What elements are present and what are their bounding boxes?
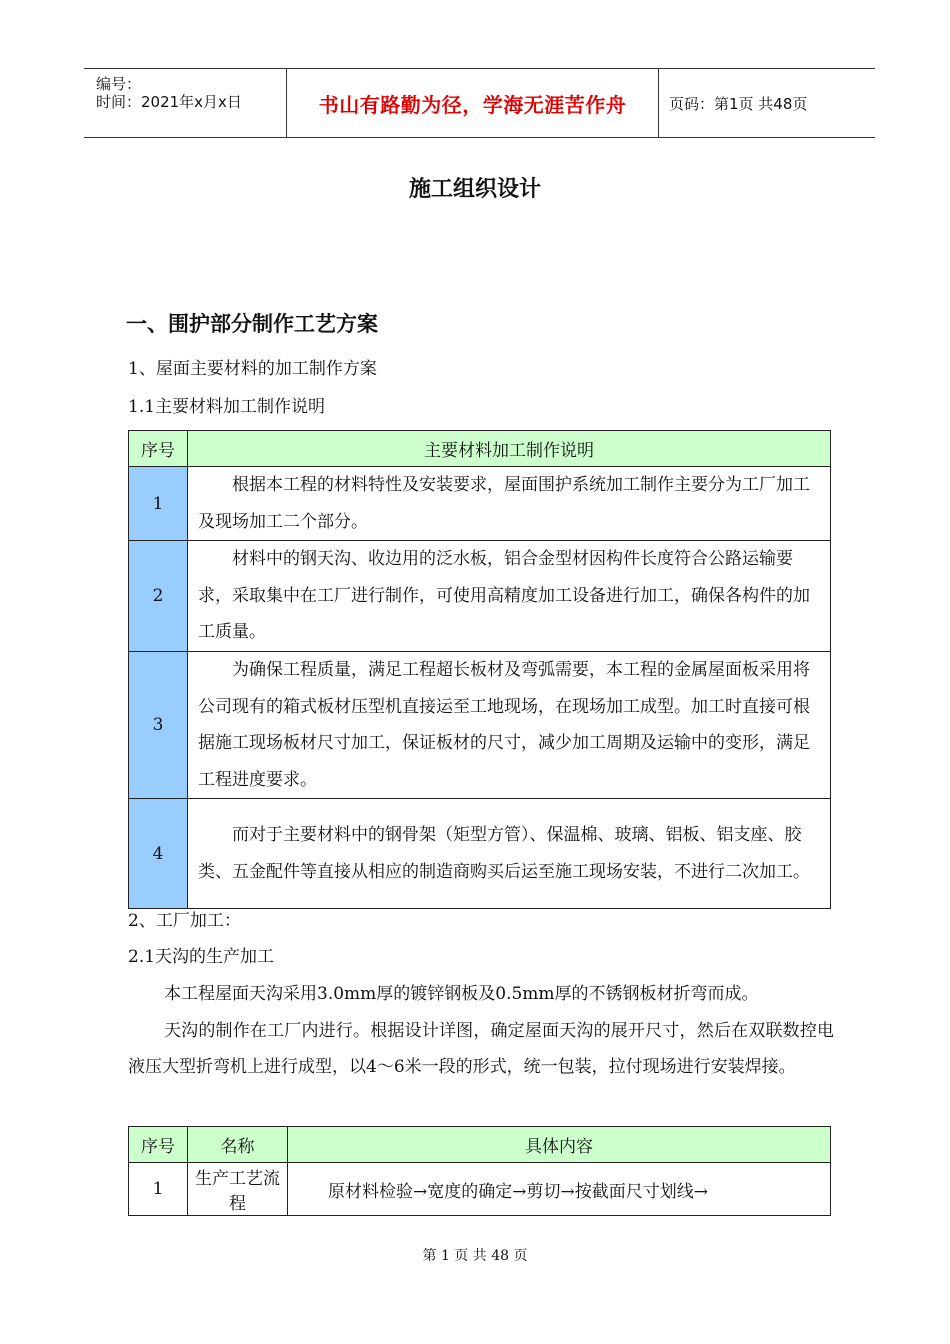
slogan: 书山有路勤为径，学海无涯苦作舟: [318, 92, 627, 117]
page-header: [84, 68, 875, 138]
document-title: 施工组织设计: [408, 177, 541, 202]
paragraph-1: 1、屋面主要材料的加工制作方案: [128, 359, 377, 379]
row-num: 2: [129, 541, 188, 652]
header-cell-content: 具体内容: [288, 1127, 831, 1163]
table-row: [129, 1163, 831, 1216]
header-page-cell: [659, 69, 875, 137]
row-name: 生产工艺流程: [188, 1163, 288, 1216]
materials-table: [128, 430, 831, 909]
row-text: 为确保工程质量，满足工程超长板材及弯弧需要，本工程的金属屋面板采用将公司现有的箱式板材压型机直接运至工地现场，在现场加工成型。加工时直接可根据施工现场板材尺寸加工，保证板材的尺寸，减少加工周期及运输中的变形，满足工程进度要求。: [188, 651, 831, 798]
page-footer: 第 1 页 共 48 页: [422, 1248, 528, 1264]
row-text: 根据本工程的材料特性及安装要求，屋面围护系统加工制作主要分为工厂加工及现场加工二个部分。: [188, 467, 831, 541]
section-heading: 一、围护部分制作工艺方案: [126, 312, 378, 336]
row-content: 原材料检验→宽度的确定→剪切→按截面尺寸划线→: [288, 1163, 831, 1216]
table-header-row: [129, 431, 831, 467]
paragraph-b: 天沟的制作在工厂内进行。根据设计详图，确定屋面天沟的展开尺寸，然后在双联数控电液压大型折弯机上进行成型，以4～6米一段的形式，统一包装，拉付现场进行安装焊接。: [128, 1021, 834, 1077]
header-cell-desc: 主要材料加工制作说明: [188, 431, 831, 467]
paragraph-a: 本工程屋面天沟采用3.0mm厚的镀锌钢板及0.5mm厚的不锈钢板材折弯而成。: [164, 984, 759, 1004]
paragraph-2-1: 2.1天沟的生产加工: [128, 947, 275, 967]
paragraph-1-1: 1.1主要材料加工制作说明: [128, 397, 326, 417]
row-text: 而对于主要材料中的钢骨架（矩型方管）、保温棉、玻璃、铝板、铝支座、胶类、五金配件等直接从相应的制造商购买后运至施工现场安装，不进行二次加工。: [188, 799, 831, 909]
paragraph-2: 2、工厂加工：: [128, 911, 241, 931]
time-label: 时间：2021年x月x日: [96, 93, 242, 111]
row-num: 1: [129, 1163, 188, 1216]
header-meta: [84, 69, 287, 137]
page-label: 页码：第1页 共48页: [669, 94, 808, 113]
row-num: 3: [129, 651, 188, 798]
header-cell-name: 名称: [188, 1127, 288, 1163]
table-row: [129, 467, 831, 541]
table-row: [129, 799, 831, 909]
row-num: 4: [129, 799, 188, 909]
table-row: [129, 541, 831, 652]
table-header-row: [129, 1127, 831, 1163]
code-label: 编号：: [96, 75, 142, 93]
row-text: 材料中的钢天沟、收边用的泛水板，铝合金型材因构件长度符合公路运输要求，采取集中在工厂进行制作，可使用高精度加工设备进行加工，确保各构件的加工质量。: [188, 541, 831, 652]
header-cell-num: 序号: [129, 1127, 188, 1163]
header-slogan-cell: [287, 69, 659, 137]
row-num: 1: [129, 467, 188, 541]
process-table: [128, 1126, 831, 1216]
header-cell-num: 序号: [129, 431, 188, 467]
table-row: [129, 651, 831, 798]
